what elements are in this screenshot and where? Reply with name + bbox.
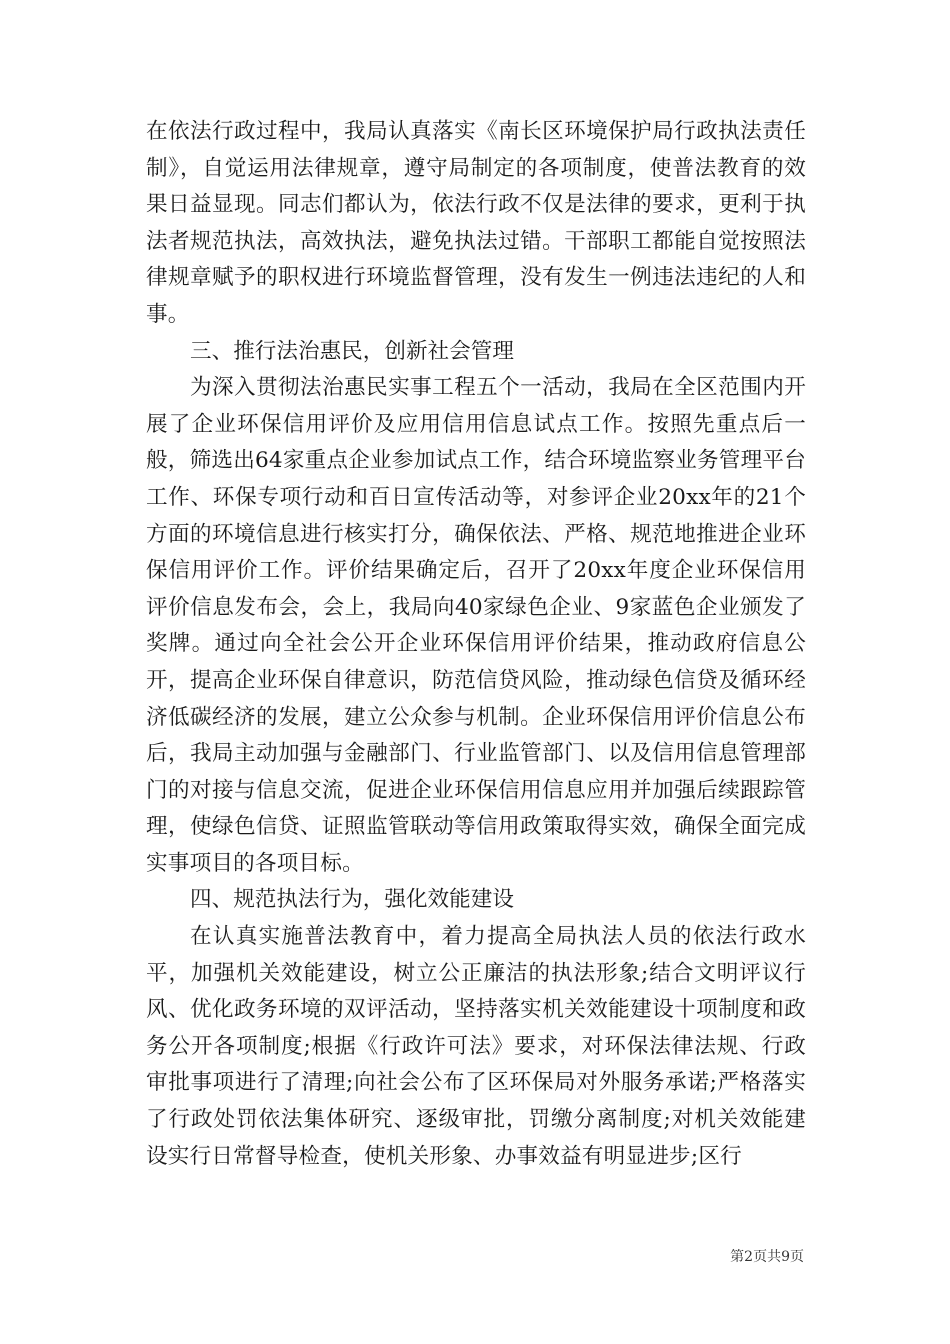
document-body	[146, 114, 806, 1175]
section-heading-3: 三、推行法治惠民，创新社会管理	[190, 338, 514, 364]
paragraph-1: 在依法行政过程中，我局认真落实《南长区环境保护局行政执法责任制》，自觉运用法律规章，遵守局制定的各项制度，使普法教育的效果日益显现。同志们都认为，依法行政不仅是法律的要求，更利于执法者规范执法，高效执法，避免执法过错。干部职工都能自觉按照法律规章赋予的职权进行环境监督管理，没有发生一例违法违纪的人和事。	[146, 119, 806, 327]
page-number-footer: 第2页共9页	[730, 1249, 804, 1265]
paragraph-2: 为深入贯彻法治惠民实事工程五个一活动，我局在全区范围内开展了企业环保信用评价及应用信用信息试点工作。按照先重点后一般，筛选出64家重点企业参加试点工作，结合环境监察业务管理平台工作、环保专项行动和百日宣传活动等，对参评企业20xx年的21个方面的环境信息进行核实打分，确保依法、严格、规范地推进企业环保信用评价工作。评价结果确定后，召开了20xx年度企业环保信用评价信息发布会，会上，我局向40家绿色企业、9家蓝色企业颁发了奖牌。通过向全社会公开企业环保信用评价结果，推动政府信息公开，提高企业环保自律意识，防范信贷风险，推动绿色信贷及循环经济低碳经济的发展，建立公众参与机制。企业环保信用评价信息公布后，我局主动加强与金融部门、行业监管部门、以及信用信息管理部门的对接与信息交流，促进企业环保信用信息应用并加强后续跟踪管理，使绿色信贷、证照监管联动等信用政策取得实效，确保全面完成实事项目的各项目标。	[146, 375, 806, 876]
section-heading-4: 四、规范执法行为，强化效能建设	[190, 887, 514, 913]
paragraph-3: 在认真实施普法教育中，着力提高全局执法人员的依法行政水平，加强机关效能建设，树立公正廉洁的执法形象;结合文明评议行风、优化政务环境的双评活动，坚持落实机关效能建设十项制度和政务公开各项制度;根据《行政许可法》要求，对环保法律法规、行政审批事项进行了清理;向社会公布了区环保局对外服务承诺;严格落实了行政处罚依法集体研究、逐级审批，罚缴分离制度;对机关效能建设实行日常督导检查，使机关形象、办事效益有明显进步;区行	[146, 924, 806, 1169]
